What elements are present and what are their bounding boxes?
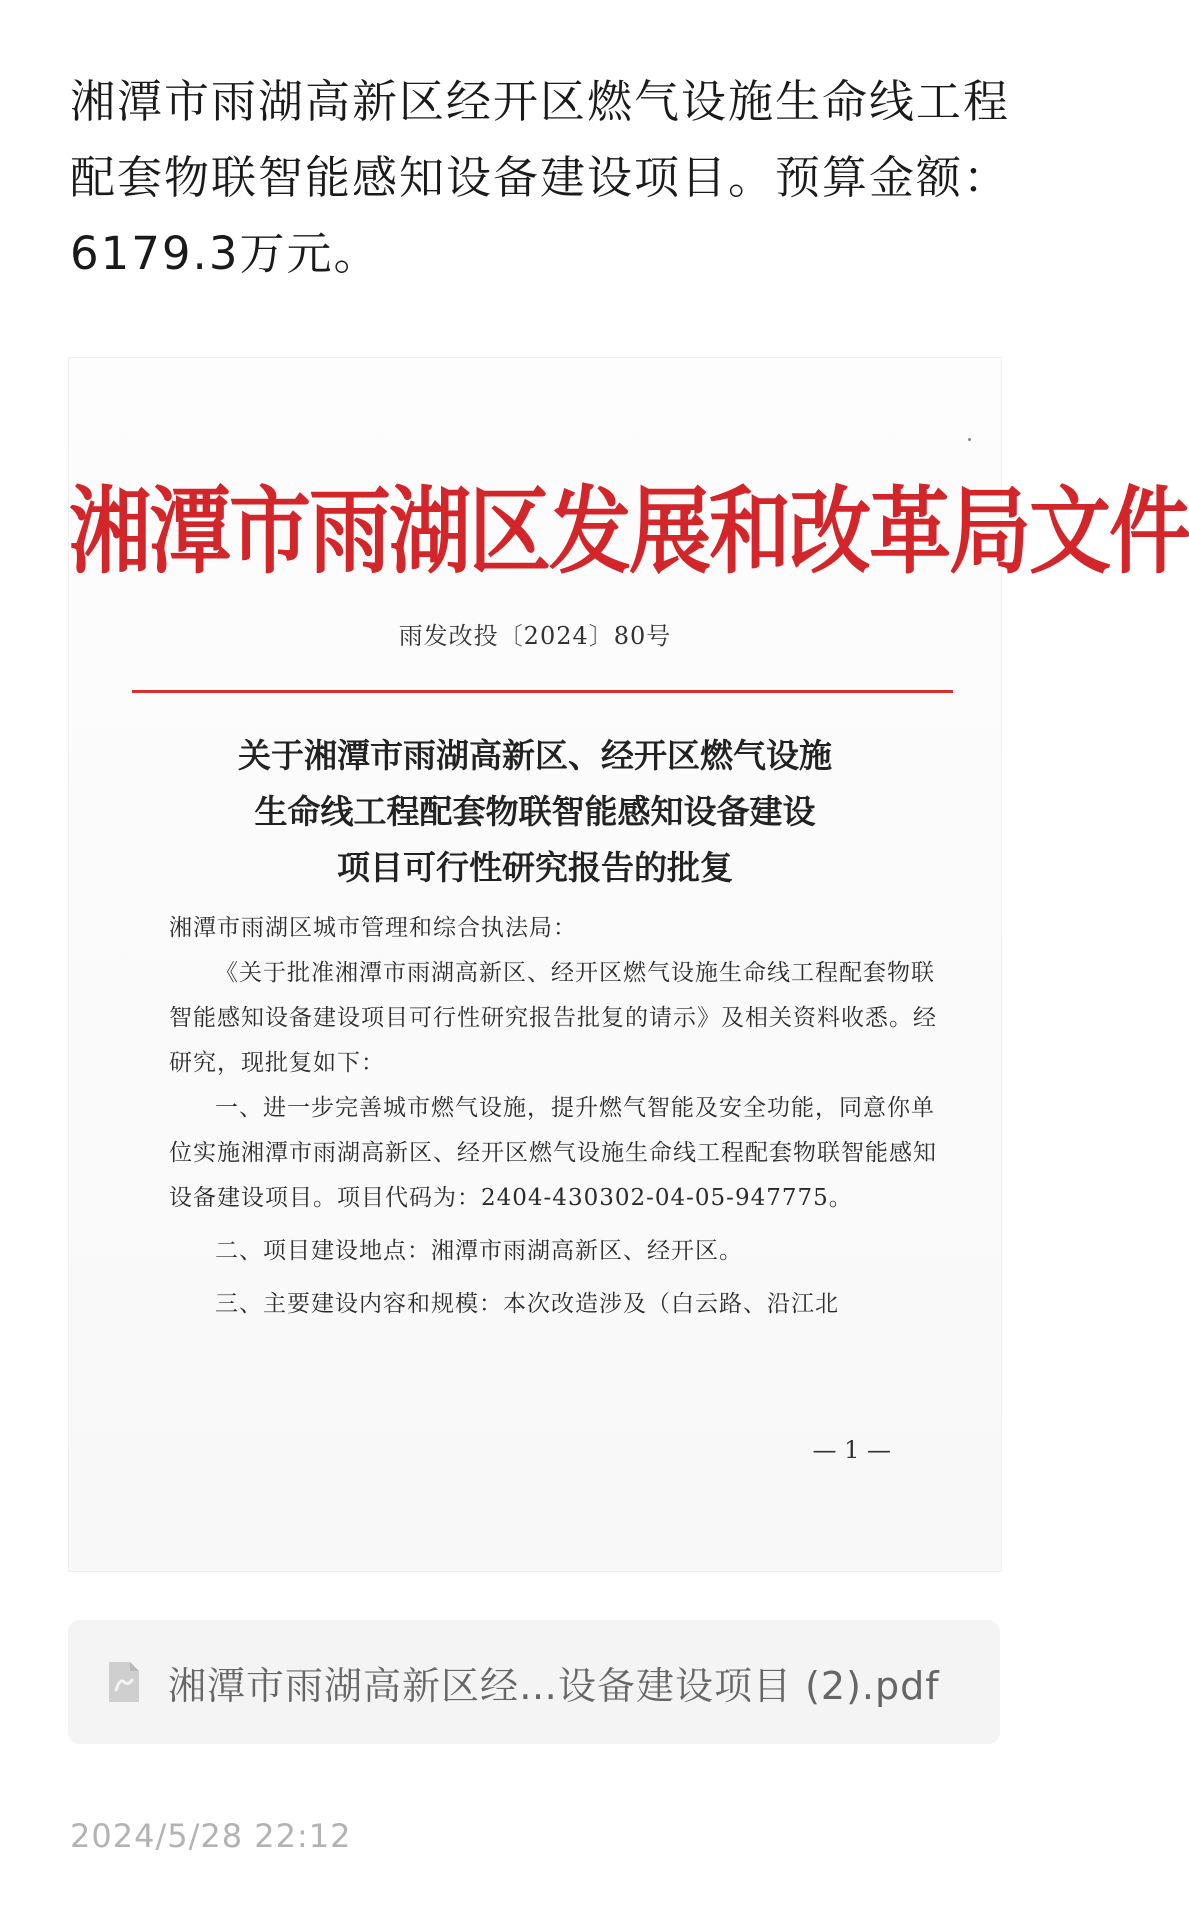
document-image[interactable]	[68, 357, 1189, 1572]
document-number: 雨发改投〔2024〕80号	[398, 622, 672, 650]
header-divider	[132, 690, 953, 693]
pdf-file-icon	[106, 1660, 142, 1704]
document-title	[129, 728, 941, 896]
document-body	[169, 906, 939, 1327]
document-header: 湘潭市雨湖区发展和改革局文件	[69, 476, 1189, 588]
page-number: — 1 —	[812, 1436, 891, 1464]
pdf-attachment[interactable]	[68, 1620, 1000, 1744]
document-addressee: 湘潭市雨湖区城市管理和综合执法局：	[169, 915, 577, 941]
attachment-filename: 湘潭市雨湖高新区经…设备建设项目 (2).pdf	[168, 1663, 940, 1708]
document-title-line: 关于湘潭市雨湖高新区、经开区燃气设施	[238, 736, 832, 775]
document-title-line: 生命线工程配套物联智能感知设备建设	[254, 792, 816, 831]
post-text: 湘潭市雨湖高新区经开区燃气设施生命线工程配套物联智能感知设备建设项目。预算金额：6179.3万元。	[70, 75, 1011, 280]
document-paragraph: 三、主要建设内容和规模：本次改造涉及（白云路、沿江北	[215, 1291, 839, 1317]
document-paragraph: 二、项目建设地点：湘潭市雨湖高新区、经开区。	[215, 1238, 743, 1264]
scan-speck	[968, 438, 971, 441]
document-paragraph: 《关于批准湘潭市雨湖高新区、经开区燃气设施生命线工程配套物联智能感知设备建设项目可行性研究报告批复的请示》及相关资料收悉。经研究，现批复如下：	[169, 960, 937, 1076]
post-timestamp: 2024/5/28 22:12	[70, 1817, 352, 1855]
document-title-line: 项目可行性研究报告的批复	[337, 848, 733, 887]
document-paragraph: 一、进一步完善城市燃气设施，提升燃气智能及安全功能，同意你单位实施湘潭市雨湖高新区、经开区燃气设施生命线工程配套物联智能感知设备建设项目。项目代码为：2404-430302-04-05-947775。	[169, 1095, 937, 1211]
document-page	[69, 358, 1189, 1571]
